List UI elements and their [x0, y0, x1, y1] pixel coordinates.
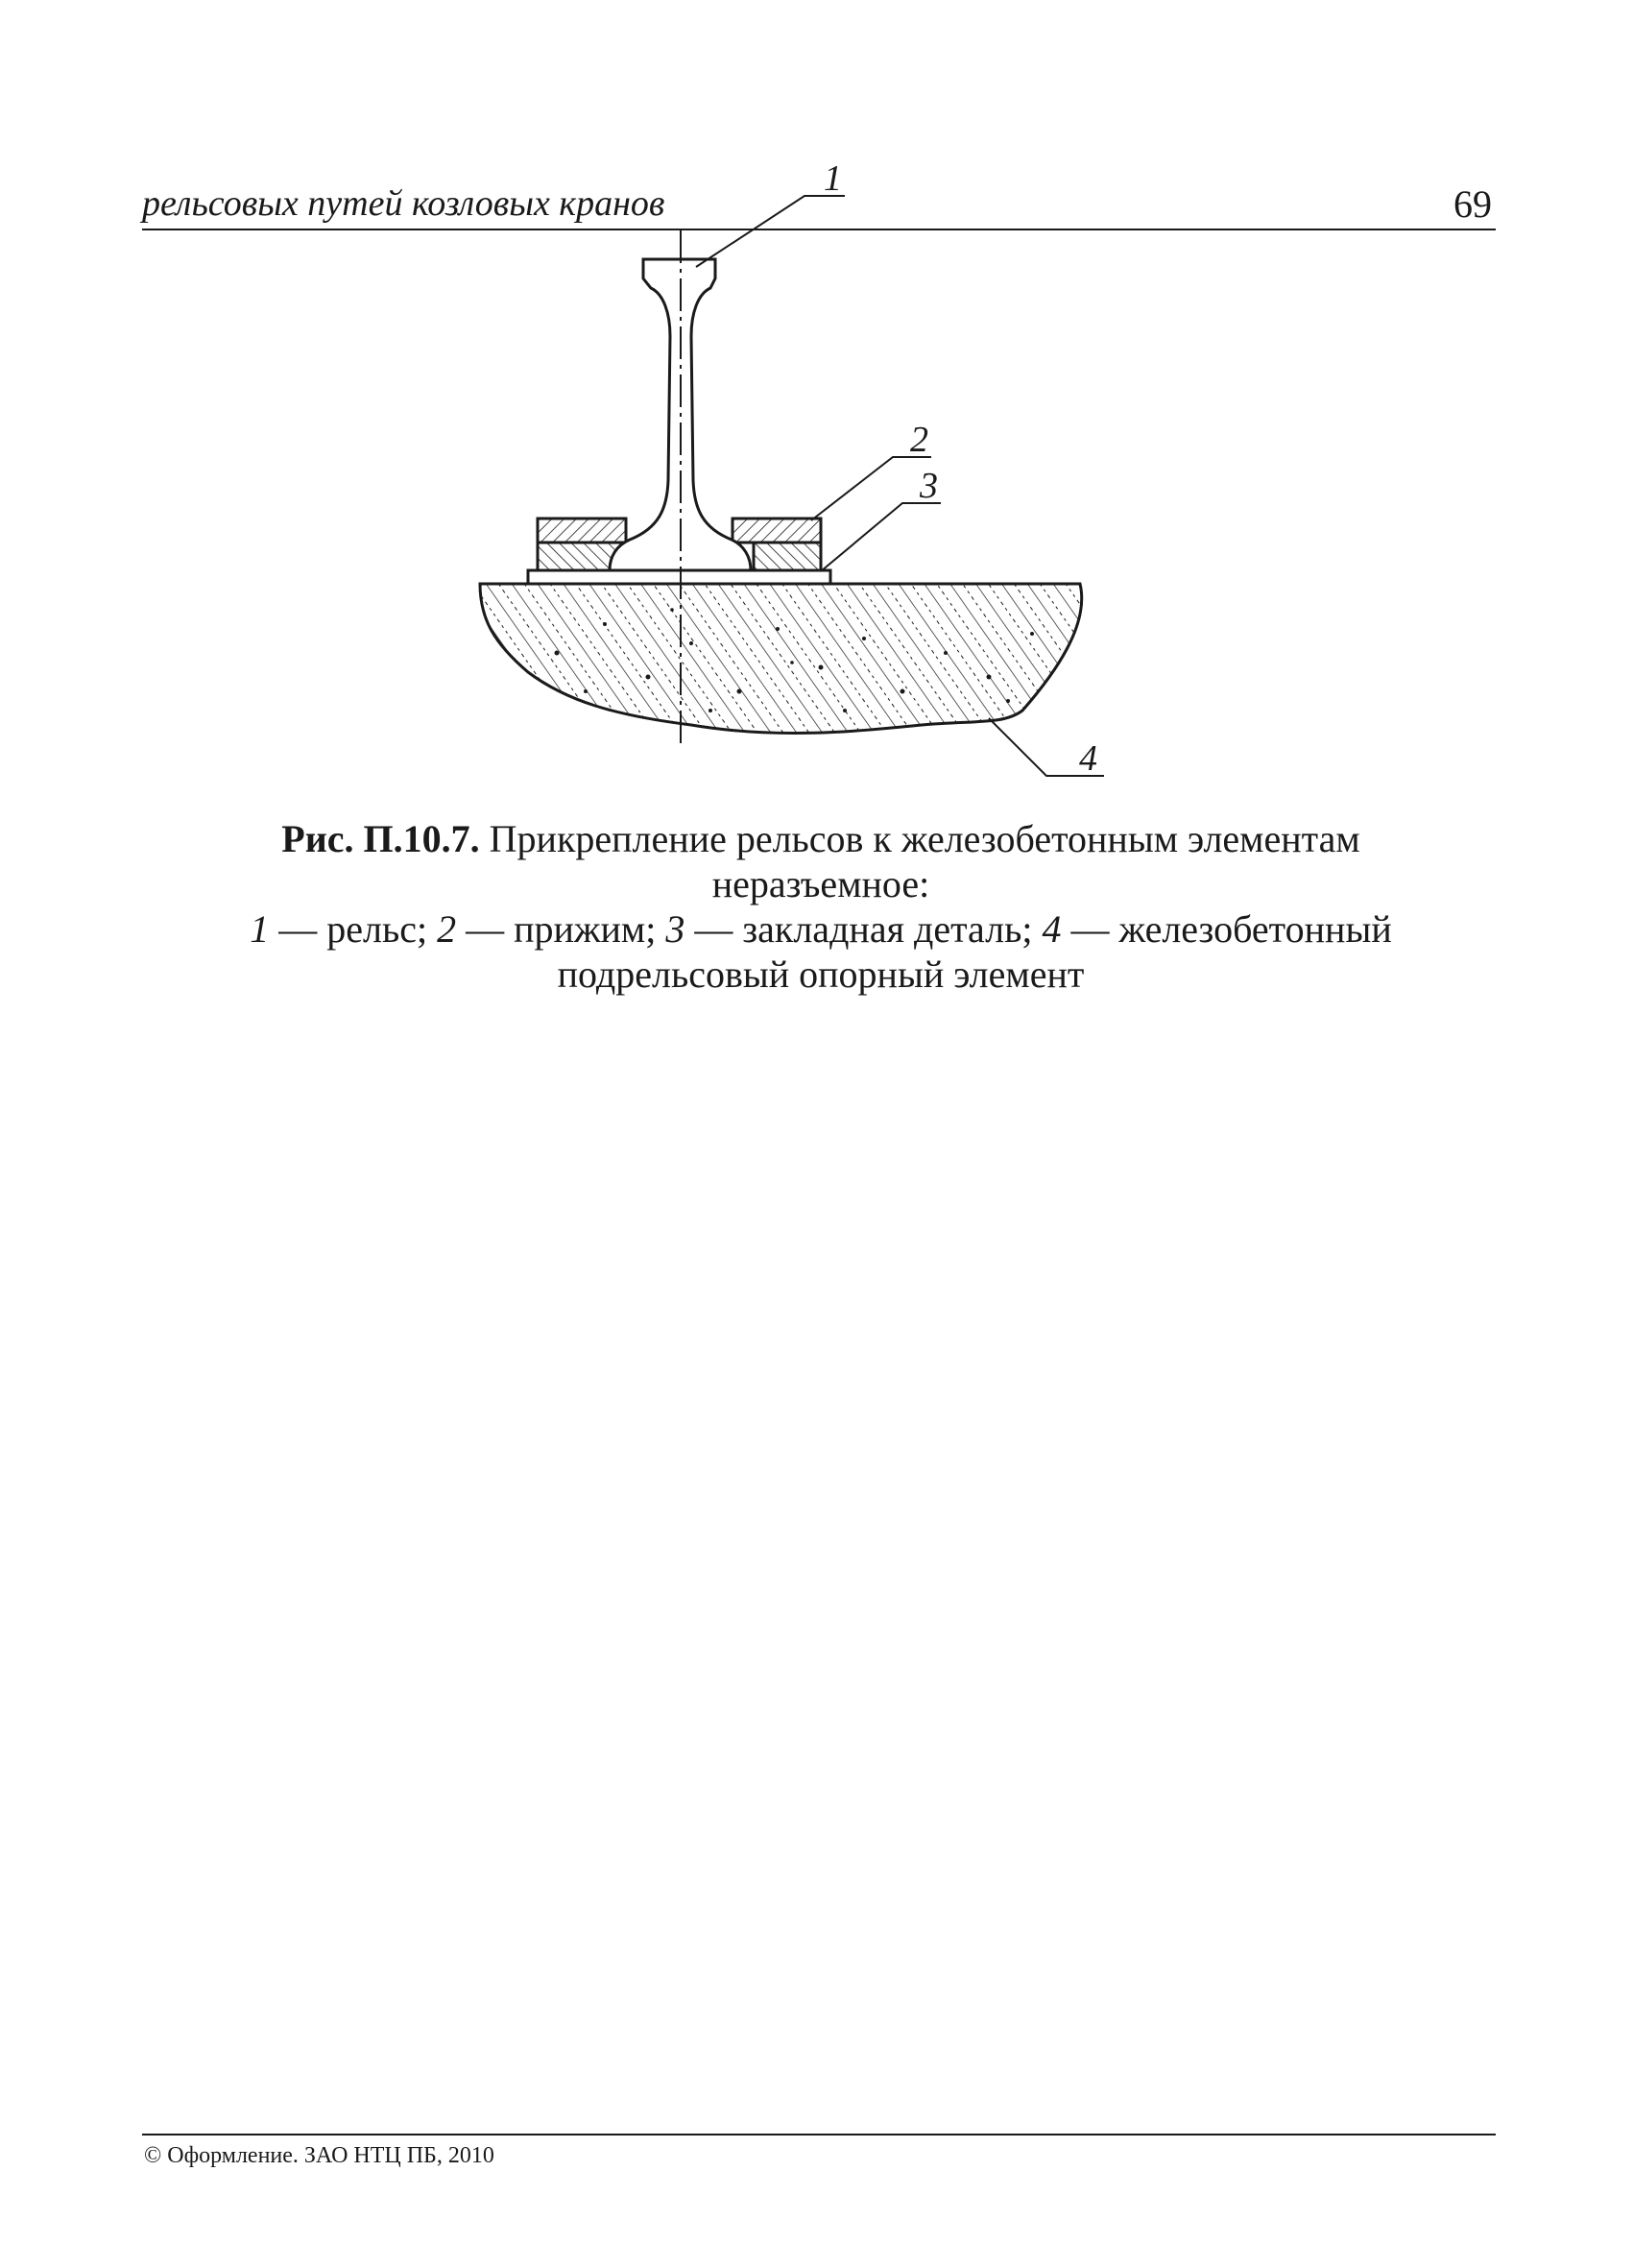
running-header: [142, 179, 1496, 230]
footer-rule: [142, 2134, 1496, 2135]
legend-num-1: 1: [250, 907, 270, 951]
legend-text-1: — рельс;: [278, 907, 428, 951]
figure-caption: [144, 816, 1498, 997]
legend-text-2: — прижим;: [466, 907, 657, 951]
embedded-plate: [528, 570, 830, 584]
figure-title-part2: неразъемное:: [711, 862, 930, 905]
caption-legend-line1: [144, 906, 1498, 952]
figure-label: Рис. П.10.7.: [281, 817, 480, 860]
right-clamp-bottom: [754, 543, 821, 570]
legend-text-3: — закладная деталь;: [694, 907, 1033, 951]
left-clamp-top: [538, 519, 626, 543]
concrete-support-element: [480, 584, 1082, 734]
footer-copyright: © Оформление. ЗАО НТЦ ПБ, 2010: [144, 2143, 494, 2168]
page-number: 69: [1453, 182, 1492, 226]
caption-title-line1: [144, 816, 1498, 861]
callout-2: 2: [910, 420, 928, 460]
callout-3: 3: [920, 466, 938, 506]
legend-num-2: 2: [437, 907, 457, 951]
callout-1: 1: [824, 158, 842, 199]
rail-fastening-drawing: [451, 158, 1181, 816]
legend-text-4: — железобетонный: [1070, 907, 1392, 951]
callout-4: 4: [1079, 738, 1097, 779]
running-title: рельсовых путей козловых кранов: [142, 183, 665, 224]
caption-legend-line2: подрельсовый опорный элемент: [557, 953, 1085, 996]
legend-num-3: 3: [665, 907, 685, 951]
figure-title-part1: Прикрепление рельсов к железобетонным элементам: [489, 817, 1360, 860]
right-clamp-top: [732, 519, 821, 543]
legend-num-4: 4: [1042, 907, 1062, 951]
